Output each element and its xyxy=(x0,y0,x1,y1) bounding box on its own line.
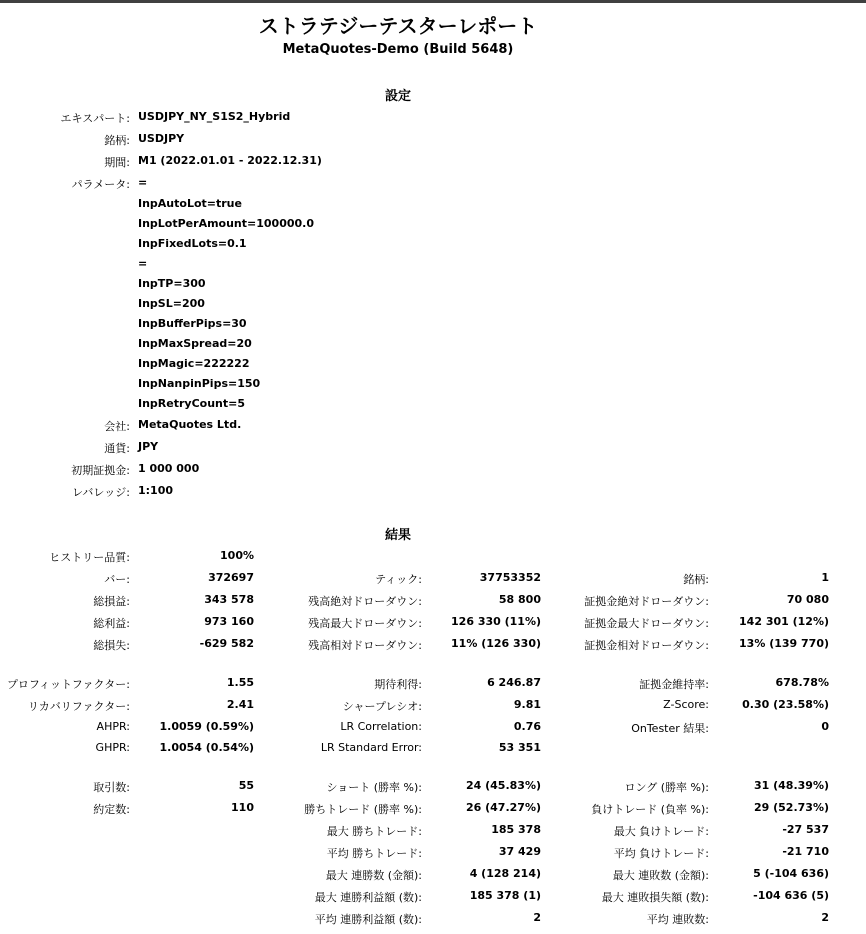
symbol-label: 銘柄: xyxy=(104,134,130,147)
param-line: InpLotPerAmount=100000.0 xyxy=(138,217,314,230)
history-quality-value: 100% xyxy=(220,549,254,562)
expert-value: USDJPY_NY_S1S2_Hybrid xyxy=(138,110,291,123)
max-consecutive-wins-value: 4 (128 214) xyxy=(469,867,541,880)
param-line: InpNanpinPips=150 xyxy=(138,377,261,390)
period-value: M1 (2022.01.01 - 2022.12.31) xyxy=(138,154,322,167)
profit-factor-label: プロフィットファクター: xyxy=(6,678,130,691)
initial-deposit-label: 初期証拠金: xyxy=(71,464,130,477)
average-consecutive-wins-label: 平均 連勝利益額 (数): xyxy=(314,913,422,926)
long-trades-value: 31 (48.39%) xyxy=(753,779,829,792)
z-score-value: 0.30 (23.58%) xyxy=(742,698,829,711)
balance-dd-absolute-value: 58 800 xyxy=(498,593,541,606)
equity-dd-max-value: 142 301 (12%) xyxy=(739,615,829,628)
report-title: ストラテジーテスターレポート xyxy=(258,14,538,38)
largest-loss-trade-label: 最大 負けトレード: xyxy=(613,825,709,838)
gross-profit-value: 973 160 xyxy=(204,615,254,628)
margin-level-value: 678.78% xyxy=(775,676,829,689)
bars-value: 372697 xyxy=(208,571,254,584)
recovery-factor-value: 2.41 xyxy=(226,698,254,711)
average-consecutive-losses-label: 平均 連敗数: xyxy=(646,913,709,926)
top-border xyxy=(0,0,866,3)
sharpe-ratio-value: 9.81 xyxy=(513,698,541,711)
largest-loss-trade-value: -27 537 xyxy=(782,823,829,836)
ontester-result-value: 0 xyxy=(821,720,829,733)
net-profit-value: 343 578 xyxy=(204,593,254,606)
symbol-value: USDJPY xyxy=(138,132,185,145)
average-consecutive-losses-value: 2 xyxy=(821,911,829,924)
profit-trades-label: 勝ちトレード (勝率 %): xyxy=(304,803,422,816)
param-line: InpAutoLot=true xyxy=(138,197,242,210)
param-line: InpFixedLots=0.1 xyxy=(138,237,247,250)
long-trades-label: ロング (勝率 %): xyxy=(624,781,709,794)
net-profit-label: 総損益: xyxy=(93,595,130,608)
max-consecutive-profit-value: 185 378 (1) xyxy=(469,889,541,902)
ghpr-label: GHPR: xyxy=(95,741,130,754)
settings-heading: 設定 xyxy=(384,89,411,104)
ghpr-value: 1.0054 (0.54%) xyxy=(159,741,254,754)
symbols-count-label: 銘柄: xyxy=(683,573,709,586)
balance-dd-absolute-label: 残高絶対ドローダウン: xyxy=(308,595,422,608)
lr-standard-error-label: LR Standard Error: xyxy=(320,741,422,754)
param-line: = xyxy=(138,257,148,270)
total-deals-value: 110 xyxy=(231,801,254,814)
param-line: InpMagic=222222 xyxy=(138,357,250,370)
currency-label: 通貨: xyxy=(104,442,130,455)
balance-dd-relative-value: 11% (126 330) xyxy=(451,637,541,650)
equity-dd-absolute-label: 証拠金絶対ドローダウン: xyxy=(584,595,709,608)
gross-loss-label: 総損失: xyxy=(93,639,130,652)
max-consecutive-profit-label: 最大 連勝利益額 (数): xyxy=(314,891,422,904)
max-consecutive-losses-label: 最大 連敗数 (金額): xyxy=(612,869,709,882)
ahpr-label: AHPR: xyxy=(96,720,130,733)
balance-dd-relative-label: 残高相対ドローダウン: xyxy=(308,639,422,652)
param-line: InpSL=200 xyxy=(138,297,205,310)
max-consecutive-loss-value: -104 636 (5) xyxy=(753,889,829,902)
param-line: InpMaxSpread=20 xyxy=(138,337,252,350)
average-consecutive-wins-value: 2 xyxy=(533,911,541,924)
company-value: MetaQuotes Ltd. xyxy=(138,418,242,431)
ontester-result-label: OnTester 結果: xyxy=(631,722,709,735)
expert-label: エキスパート: xyxy=(60,112,130,125)
total-trades-label: 取引数: xyxy=(93,781,130,794)
initial-deposit-value: 1 000 000 xyxy=(138,462,200,475)
equity-dd-absolute-value: 70 080 xyxy=(786,593,829,606)
largest-profit-trade-label: 最大 勝ちトレード: xyxy=(326,825,422,838)
average-loss-trade-value: -21 710 xyxy=(782,845,829,858)
profit-trades-value: 26 (47.27%) xyxy=(465,801,541,814)
max-consecutive-wins-label: 最大 連勝数 (金額): xyxy=(325,869,422,882)
average-profit-trade-label: 平均 勝ちトレード: xyxy=(326,847,422,860)
parameters-label: パラメータ: xyxy=(71,178,130,191)
average-loss-trade-label: 平均 負けトレード: xyxy=(613,847,709,860)
expected-payoff-label: 期待利得: xyxy=(374,678,422,691)
total-deals-label: 約定数: xyxy=(93,803,130,816)
symbols-count-value: 1 xyxy=(821,571,829,584)
lr-correlation-value: 0.76 xyxy=(513,720,541,733)
profit-factor-value: 1.55 xyxy=(226,676,254,689)
param-line: = xyxy=(138,176,148,189)
expected-payoff-value: 6 246.87 xyxy=(487,676,541,689)
ticks-value: 37753352 xyxy=(479,571,541,584)
equity-dd-max-label: 証拠金最大ドローダウン: xyxy=(584,617,709,630)
report-subtitle: MetaQuotes-Demo (Build 5648) xyxy=(282,42,514,57)
company-label: 会社: xyxy=(104,420,130,433)
history-quality-label: ヒストリー品質: xyxy=(49,551,130,564)
leverage-value: 1:100 xyxy=(138,484,174,497)
currency-value: JPY xyxy=(138,440,159,453)
average-profit-trade-value: 37 429 xyxy=(498,845,541,858)
total-trades-value: 55 xyxy=(238,779,254,792)
equity-dd-relative-value: 13% (139 770) xyxy=(739,637,829,650)
param-line: InpTP=300 xyxy=(138,277,206,290)
max-consecutive-losses-value: 5 (-104 636) xyxy=(753,867,829,880)
period-label: 期間: xyxy=(104,156,130,169)
short-trades-value: 24 (45.83%) xyxy=(465,779,541,792)
ticks-label: ティック: xyxy=(375,573,422,586)
recovery-factor-label: リカバリファクター: xyxy=(27,700,130,713)
ahpr-value: 1.0059 (0.59%) xyxy=(159,720,254,733)
gross-loss-value: -629 582 xyxy=(199,637,254,650)
equity-dd-relative-label: 証拠金相対ドローダウン: xyxy=(584,639,709,652)
bars-label: バー: xyxy=(104,573,130,586)
leverage-label: レバレッジ: xyxy=(72,486,130,499)
balance-dd-max-value: 126 330 (11%) xyxy=(451,615,541,628)
lr-correlation-label: LR Correlation: xyxy=(340,720,422,733)
loss-trades-value: 29 (52.73%) xyxy=(753,801,829,814)
margin-level-label: 証拠金維持率: xyxy=(639,678,709,691)
z-score-label: Z-Score: xyxy=(663,698,709,711)
balance-dd-max-label: 残高最大ドローダウン: xyxy=(308,617,422,630)
short-trades-label: ショート (勝率 %): xyxy=(326,781,422,794)
param-line: InpBufferPips=30 xyxy=(138,317,247,330)
param-line: InpRetryCount=5 xyxy=(138,397,246,410)
sharpe-ratio-label: シャープレシオ: xyxy=(342,700,422,713)
largest-profit-trade-value: 185 378 xyxy=(491,823,541,836)
lr-standard-error-value: 53 351 xyxy=(498,741,541,754)
max-consecutive-loss-label: 最大 連敗損失額 (数): xyxy=(601,891,709,904)
loss-trades-label: 負けトレード (負率 %): xyxy=(591,803,709,816)
gross-profit-label: 総利益: xyxy=(93,617,130,630)
results-heading: 結果 xyxy=(384,528,411,543)
